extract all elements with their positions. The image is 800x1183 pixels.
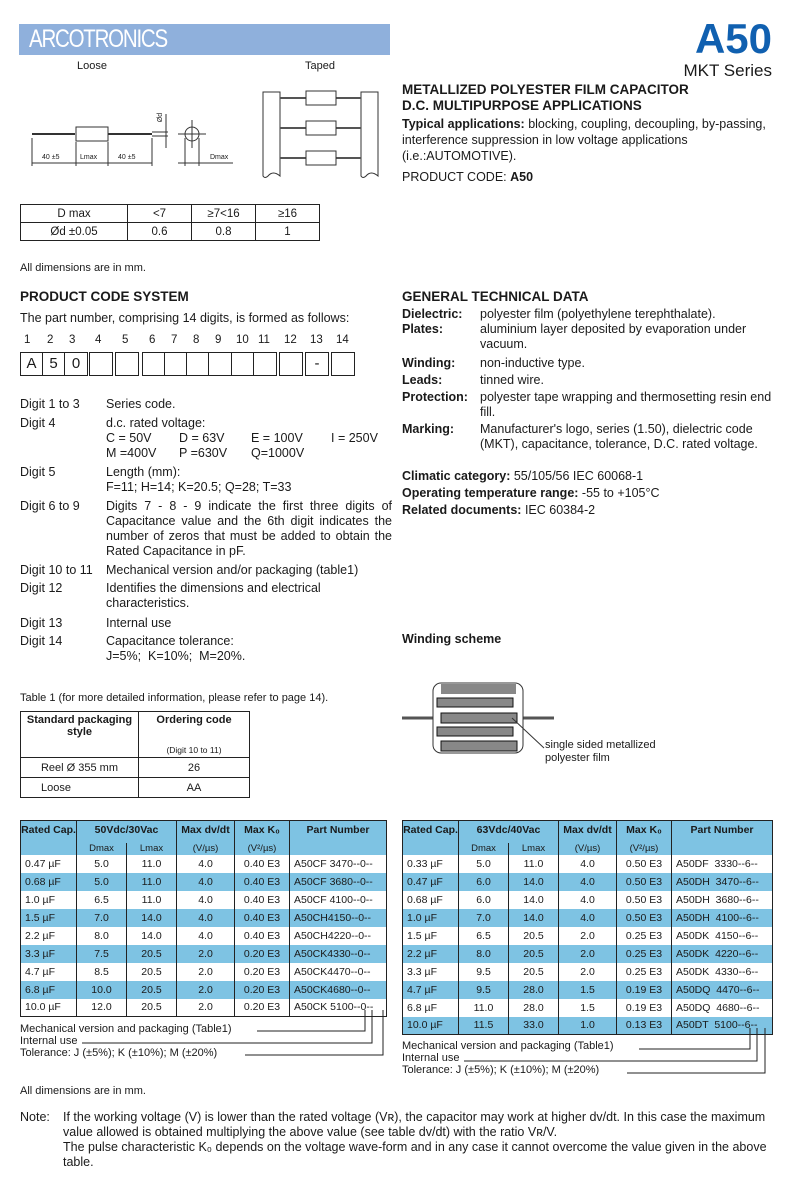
- loose-capacitor-drawing: [28, 100, 238, 172]
- col-dmax: Dmax: [459, 843, 509, 855]
- gtd-related: Related documents: IEC 60384-2: [402, 503, 596, 517]
- col-voltage: 50Vdc/30Vac: [77, 821, 177, 843]
- gtd-row-plates: Plates: aluminium layer deposited by evaporation under vacuum.: [402, 322, 747, 351]
- winding-scheme-title: Winding scheme: [402, 632, 502, 646]
- col-rated-cap: Rated Cap.: [403, 821, 459, 855]
- digit-group-length: [115, 352, 139, 376]
- digit-cell: [187, 353, 209, 375]
- product-title-2: D.C. MULTIPURPOSE APPLICATIONS: [402, 98, 642, 113]
- table-cell: Reel Ø 355 mm: [21, 758, 139, 778]
- definition-row: Digit 14 Capacitance tolerance:: [20, 634, 234, 648]
- table-row: 3.3 µF 7.5 20.5 2.0 0.20 E3 A50CK4330--0--: [21, 945, 387, 963]
- gtd-row-protection: Protection: polyester tape wrapping and thermosetting resin end fill.: [402, 390, 772, 419]
- note-label: Note:: [20, 1110, 50, 1124]
- definition-row: Digit 13 Internal use: [20, 616, 172, 630]
- product-code: PRODUCT CODE: A50: [402, 170, 534, 184]
- applications-label: Typical applications:: [402, 117, 525, 131]
- digit-group-voltage: [89, 352, 113, 376]
- legend-tolerance: Tolerance: J (±5%); K (±10%); M (±20%): [402, 1064, 600, 1076]
- table-row: 0.68 µF 5.0 11.0 4.0 0.40 E3 A50CF 3680--0--: [21, 873, 387, 891]
- table-header: <7: [128, 205, 192, 223]
- col-dvdt: Max dv/dt: [559, 821, 617, 843]
- lmax-label: Lmax: [80, 154, 98, 161]
- digit-cell: [254, 353, 276, 375]
- table-row: 0.47 µF 5.0 11.0 4.0 0.40 E3 A50CF 3470--0--: [21, 855, 387, 873]
- packaging-table: [20, 711, 250, 798]
- table-cell: Ød ±0.05: [21, 223, 128, 241]
- col-k0: Max K₀: [617, 821, 672, 843]
- voltage-codes-2: M =400V P =630V Q=1000V: [106, 446, 305, 460]
- table-row: 1.5 µF 7.0 14.0 4.0 0.40 E3 A50CH4150--0--: [21, 909, 387, 927]
- note-pulse: The pulse characteristic K₀ depends on the voltage wave-form and in any case it cannot overcome the value given in the above table.: [63, 1140, 767, 1169]
- table-row: 1.0 µF 6.5 11.0 4.0 0.40 E3 A50CF 4100--0--: [21, 891, 387, 909]
- length-codes: F=11; H=14; K=20.5; Q=28; T=33: [106, 480, 292, 494]
- definition-row: Digit 6 to 9 Digits 7 - 8 - 9 indicate the first three digits of Capacitance value and the 6th digit indicates the number of zeros that must be added to obtain the Rated Capacitance in pF.: [20, 499, 392, 558]
- applications-text: blocking, coupling, decoupling, by-passing, interference suppression in low voltage applications (i.e.:AUTOMOTIVE).: [402, 117, 766, 163]
- col-k0-unit: (V²/µs): [617, 843, 672, 855]
- digit-group-internal: [305, 352, 329, 376]
- table-header: Ordering code (Digit 10 to 11): [139, 712, 250, 758]
- col-rated-cap: Rated Cap.: [21, 821, 77, 855]
- definition-row: Digit 4 d.c. rated voltage:: [20, 416, 206, 430]
- digit-cell: [280, 353, 302, 375]
- digit-group-dimensions: [279, 352, 303, 376]
- legend-packaging: Mechanical version and packaging (Table1): [402, 1040, 614, 1052]
- table-cell: 1: [256, 223, 320, 241]
- lead-diameter-table: [20, 204, 320, 241]
- lead-diameter-label: Ød: [157, 112, 165, 123]
- brand-logo: ARCOTRONICS: [19, 24, 390, 55]
- table-row: 1.0 µF 7.0 14.0 4.0 0.50 E3 A50DH 4100--6--: [403, 909, 773, 927]
- taped-capacitor-drawing: [258, 80, 383, 180]
- col-k0: Max K₀: [235, 821, 290, 843]
- note-text: [63, 1110, 775, 1170]
- col-part-number: Part Number: [672, 821, 773, 855]
- table-row: 2.2 µF 8.0 20.5 2.0 0.25 E3 A50DK 4220--6--: [403, 945, 773, 963]
- table-row: 3.3 µF 9.5 20.5 2.0 0.25 E3 A50DK 4330--6--: [403, 963, 773, 981]
- product-code-intro: The part number, comprising 14 digits, is formed as follows:: [20, 311, 350, 325]
- col-voltage: 63Vdc/40Vac: [459, 821, 559, 843]
- tolerance-codes: J=5%; K=10%; M=20%.: [106, 649, 246, 663]
- legend-leader-lines-63v: [402, 1028, 772, 1078]
- digit-group-series: [20, 352, 88, 376]
- general-technical-data: [402, 289, 777, 518]
- gtd-row-marking: Marking: Manufacturer's logo, series (1.50), dielectric code (MKT), capacitance, tolerance, D.C. rated voltage.: [402, 422, 758, 451]
- legend-tolerance: Tolerance: J (±5%); K (±10%); M (±20%): [20, 1047, 218, 1059]
- col-lmax: Lmax: [509, 843, 559, 855]
- digit-group-packaging: [231, 352, 277, 376]
- digit-definitions: [20, 397, 392, 664]
- legend-packaging: Mechanical version and packaging (Table1): [20, 1023, 232, 1035]
- table-cell: 0.6: [128, 223, 192, 241]
- series-code: A50: [694, 15, 772, 62]
- table-header: ≥7<16: [192, 205, 256, 223]
- gtd-climatic: Climatic category: 55/105/56 IEC 60068-1: [402, 469, 644, 483]
- loose-label: Loose: [77, 60, 107, 72]
- digit-group-capacitance: [142, 352, 232, 376]
- table1-caption: Table 1 (for more detailed information, please refer to page 14).: [20, 692, 329, 704]
- typical-applications: [402, 116, 774, 164]
- gtd-row-winding: Winding: non-inductive type.: [402, 356, 585, 370]
- legend-internal-use: Internal use: [20, 1035, 78, 1047]
- col-dvdt-unit: (V/µs): [177, 843, 235, 855]
- digit-cell: [232, 353, 254, 375]
- gtd-row-leads: Leads: tinned wire.: [402, 373, 544, 387]
- table-header: Standard packaging style: [21, 712, 139, 758]
- digit-cell: [209, 353, 231, 375]
- table-header: ≥16: [256, 205, 320, 223]
- table-row: 4.7 µF 8.5 20.5 2.0 0.20 E3 A50CK4470--0--: [21, 963, 387, 981]
- digit-cell: 0: [71, 355, 81, 372]
- col-k0-unit: (V²/µs): [235, 843, 290, 855]
- dmax-label: Dmax: [210, 154, 229, 161]
- table-row: 10.0 µF 11.5 33.0 1.0 0.13 E3 A50DT 5100--6--: [403, 1017, 773, 1035]
- digit-cell: [332, 353, 354, 375]
- product-code-value: A50: [510, 170, 534, 184]
- table-cell: AA: [139, 778, 250, 798]
- col-dvdt: Max dv/dt: [177, 821, 235, 843]
- digit-cell: [90, 353, 112, 375]
- digit-cell: -: [314, 355, 320, 372]
- digit-numbers: 1 2 3 4 5 6 7 8 9 10 11 12 13 14: [24, 334, 349, 346]
- table-row: 2.2 µF 8.0 14.0 4.0 0.40 E3 A50CH4220--0--: [21, 927, 387, 945]
- table-row: 6.8 µF 11.0 28.0 1.5 0.19 E3 A50DQ 4680--6--: [403, 999, 773, 1017]
- table-row: 0.33 µF 5.0 11.0 4.0 0.50 E3 A50DF 3330--6--: [403, 855, 773, 873]
- series-name: MKT Series: [683, 61, 772, 80]
- legend-leader-lines-50v: [20, 1010, 390, 1060]
- product-code-system-title: PRODUCT CODE SYSTEM: [20, 289, 189, 304]
- table-row: 6.8 µF 10.0 20.5 2.0 0.20 E3 A50CK4680--0--: [21, 981, 387, 999]
- definition-row: Digit 10 to 11 Mechanical version and/or packaging (table1): [20, 563, 359, 577]
- spec-table-63v: [402, 820, 773, 1035]
- col-lmax: Lmax: [127, 843, 177, 855]
- col-part-number: Part Number: [290, 821, 387, 855]
- table-row: 0.68 µF 6.0 14.0 4.0 0.50 E3 A50DH 3680--6--: [403, 891, 773, 909]
- table-cell: 26: [139, 758, 250, 778]
- gtd-temperature: Operating temperature range: -55 to +105°C: [402, 486, 660, 500]
- table-cell: 0.8: [192, 223, 256, 241]
- winding-scheme-diagram: [400, 678, 560, 758]
- definition-row: Digit 12 Identifies the dimensions and electrical characteristics.: [20, 581, 321, 610]
- definition-row: Digit 5 Length (mm):: [20, 465, 181, 479]
- table-cell: Loose: [21, 778, 139, 798]
- lead-length-left: 40 ±5: [42, 154, 60, 161]
- dimensions-note-bottom: All dimensions are in mm.: [20, 1085, 146, 1097]
- col-dmax: Dmax: [77, 843, 127, 855]
- col-dvdt-unit: (V/µs): [559, 843, 617, 855]
- note-dvdt: If the working voltage (V) is lower than the rated voltage (Vʀ), the capacitor may work at higher dv/dt. In this case the maximum value allowed is obtained multiplying the above value (see table dv/dt) with the ratio Vʀ/V.: [63, 1110, 766, 1139]
- table-row: 4.7 µF 9.5 28.0 1.5 0.19 E3 A50DQ 4470--6--: [403, 981, 773, 999]
- table-row: 10.0 µF 12.0 20.5 2.0 0.20 E3 A50CK 5100--0--: [21, 999, 387, 1017]
- gtd-row-dielectric: Dielectric: polyester film (polyethylene terephthalate).: [402, 307, 716, 321]
- voltage-codes-1: C = 50V D = 63V E = 100V I = 250V: [106, 431, 378, 445]
- gtd-title: GENERAL TECHNICAL DATA: [402, 289, 589, 304]
- table-row: 1.5 µF 6.5 20.5 2.0 0.25 E3 A50DK 4150--6--: [403, 927, 773, 945]
- definition-row: Digit 1 to 3 Series code.: [20, 397, 176, 411]
- digit-cell: 5: [43, 353, 65, 375]
- digit-group-tolerance: [331, 352, 355, 376]
- table-row: 0.47 µF 6.0 14.0 4.0 0.50 E3 A50DH 3470--6--: [403, 873, 773, 891]
- spec-table-50v: [20, 820, 387, 1017]
- digit-cell: A: [21, 353, 43, 375]
- digit-cell: [116, 353, 138, 375]
- product-title-1: METALLIZED POLYESTER FILM CAPACITOR: [402, 82, 689, 97]
- table-header: D max: [21, 205, 128, 223]
- digit-cell: [143, 353, 165, 375]
- digit-cell: [165, 353, 187, 375]
- winding-callout: single sided metallized polyester film: [545, 739, 656, 764]
- dimensions-note-top: All dimensions are in mm.: [20, 262, 146, 274]
- taped-label: Taped: [305, 60, 335, 72]
- lead-length-right: 40 ±5: [118, 154, 136, 161]
- legend-internal-use: Internal use: [402, 1052, 460, 1064]
